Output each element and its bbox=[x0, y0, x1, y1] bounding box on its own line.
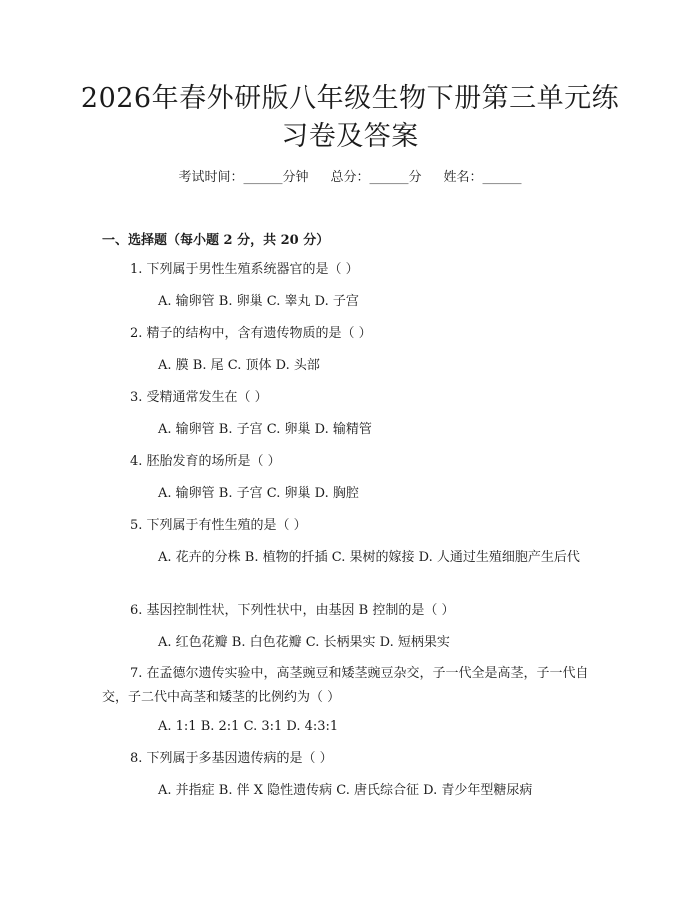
question-options: A. 输卵管 B. 子宫 C. 卵巢 D. 输精管 bbox=[158, 422, 372, 437]
exam-meta bbox=[0, 169, 700, 187]
question-stem: 1. 下列属于男性生殖系统器官的是（ ） bbox=[130, 262, 359, 277]
total-score: 总分：______分 bbox=[330, 170, 422, 185]
question-stem: 4. 胚胎发育的场所是（ ） bbox=[130, 454, 281, 469]
question-stem: 6. 基因控制性状，下列性状中，由基因 B 控制的是（ ） bbox=[130, 603, 455, 618]
student-name: 姓名：______ bbox=[443, 170, 522, 185]
question-options: A. 1:1 B. 2:1 C. 3:1 D. 4:3:1 bbox=[158, 719, 339, 734]
question-options: A. 并指症 B. 伴 X 隐性遗传病 C. 唐氏综合征 D. 青少年型糖尿病 bbox=[158, 783, 533, 798]
question-stem: 8. 下列属于多基因遗传病的是（ ） bbox=[130, 751, 333, 766]
question-options: A. 花卉的分株 B. 植物的扦插 C. 果树的嫁接 D. 人通过生殖细胞产生后代 bbox=[158, 550, 580, 565]
question-stem: 7. 在孟德尔遗传实验中，高茎豌豆和矮茎豌豆杂交，子一代全是高茎，子一代自交，子二代中高茎和矮茎的比例约为（ ） bbox=[102, 666, 589, 705]
section-heading-choice: 一、选择题（每小题 2 分，共 20 分） bbox=[102, 233, 330, 248]
question-options: A. 膜 B. 尾 C. 顶体 D. 头部 bbox=[158, 358, 320, 373]
exam-time: 考试时间：______分钟 bbox=[178, 170, 309, 185]
question-stem: 5. 下列属于有性生殖的是（ ） bbox=[130, 518, 307, 533]
question-stem: 2. 精子的结构中，含有遗传物质的是（ ） bbox=[130, 326, 372, 341]
question-options: A. 输卵管 B. 子宫 C. 卵巢 D. 胸腔 bbox=[158, 486, 359, 501]
question-options: A. 红色花瓣 B. 白色花瓣 C. 长柄果实 D. 短柄果实 bbox=[158, 635, 450, 650]
question-options: A. 输卵管 B. 卵巢 C. 睾丸 D. 子宫 bbox=[158, 294, 359, 309]
page-title: 2026年春外研版八年级生物下册第三单元练习卷及答案 bbox=[80, 83, 620, 152]
question-stem: 3. 受精通常发生在（ ） bbox=[130, 390, 268, 405]
